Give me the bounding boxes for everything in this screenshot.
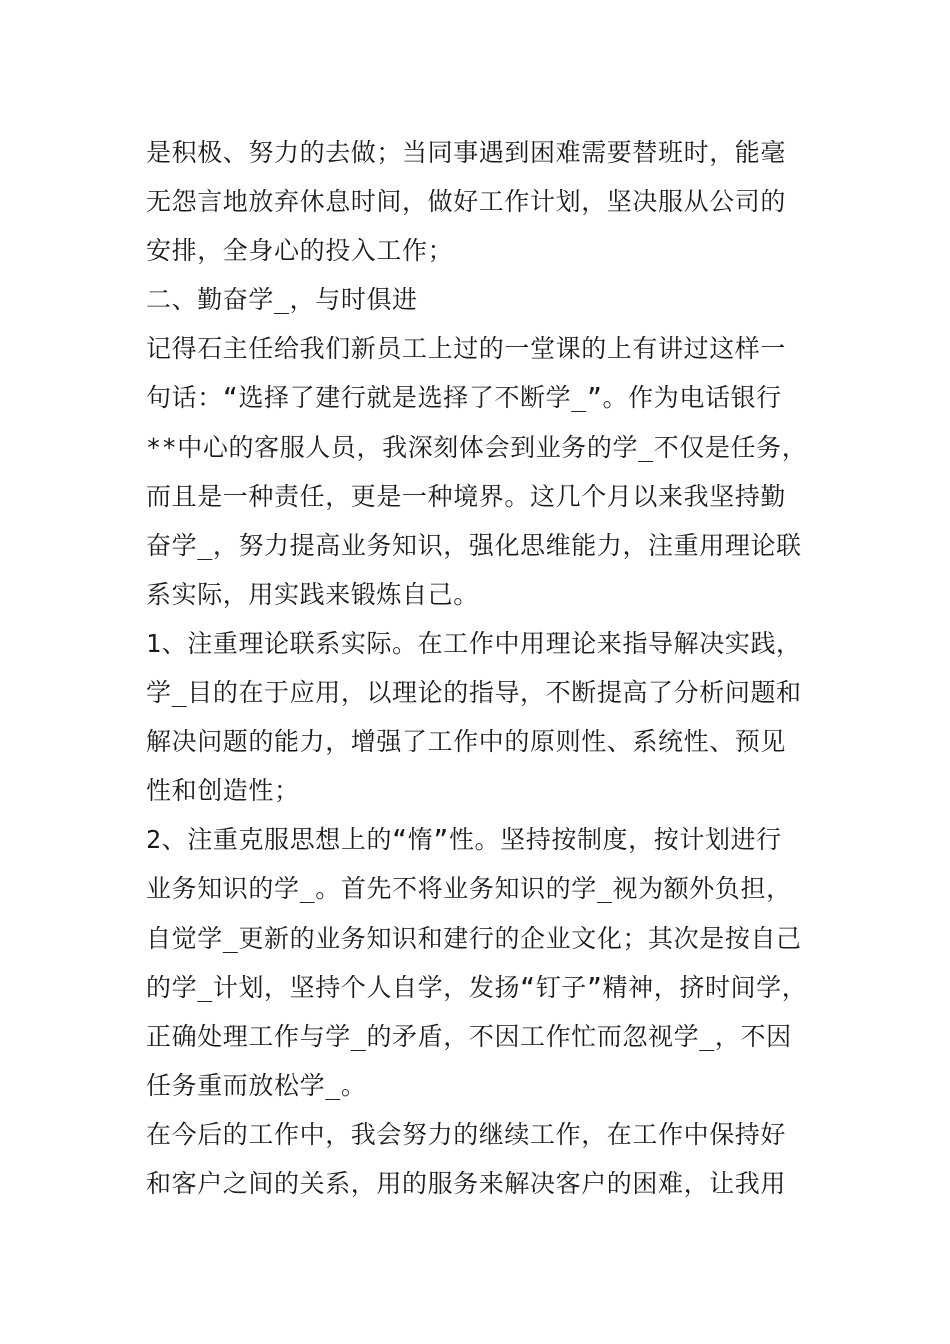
- text-line: 任务重而放松学_。: [146, 1070, 367, 1100]
- text-line: 性和创造性；: [146, 776, 300, 806]
- list-item-line: 1、注重理论联系实际。在工作中用理论来指导解决实践，: [146, 628, 802, 658]
- text-line: 和客户之间的关系，用的服务来解决客户的困难，让我用: [146, 1168, 787, 1198]
- text-line: 解决问题的能力，增强了工作中的原则性、系统性、预见: [146, 727, 787, 757]
- text-line: 而且是一种责任，更是一种境界。这几个月以来我坚持勤: [146, 481, 787, 511]
- text-line: 记得石主任给我们新员工上过的一堂课的上有讲过这样一: [146, 334, 787, 364]
- text-line: 的学_计划，坚持个人自学，发扬“钉子”精神，挤时间学，: [146, 972, 808, 1002]
- text-line: 句话：“选择了建行就是选择了不断学_”。作为电话银行: [146, 383, 782, 413]
- document-body: [146, 128, 826, 1208]
- text-line: 安排，全身心的投入工作；: [146, 236, 454, 266]
- text-line: 在今后的工作中，我会努力的继续工作，在工作中保持好: [146, 1119, 787, 1149]
- text-line: 学_目的在于应用，以理论的指导，不断提高了分析问题和: [146, 678, 802, 708]
- text-line: 是积极、努力的去做；当同事遇到困难需要替班时，能毫: [146, 138, 787, 167]
- text-line: 正确处理工作与学_的矛盾，不因工作忙而忽视学_，不因: [146, 1021, 792, 1051]
- text-line: **中心的客服人员，我深刻体会到业务的学_不仅是任务，: [146, 432, 808, 462]
- text-line: 奋学_，努力提高业务知识，强化思维能力，注重用理论联: [146, 530, 802, 560]
- text-line: 无怨言地放弃休息时间，做好工作计划，坚决服从公司的: [146, 187, 787, 217]
- section-heading: 二、勤奋学_，与时俱进: [146, 285, 418, 315]
- text-line: 业务知识的学_。首先不将业务知识的学_视为额外负担，: [146, 874, 792, 904]
- text-line: 系实际，用实践来锻炼自己。: [146, 579, 479, 609]
- list-item-line: 2、注重克服思想上的“惰”性。坚持按制度，按计划进行: [146, 825, 782, 855]
- text-line: 自觉学_更新的业务知识和建行的企业文化；其次是按自己: [146, 923, 802, 953]
